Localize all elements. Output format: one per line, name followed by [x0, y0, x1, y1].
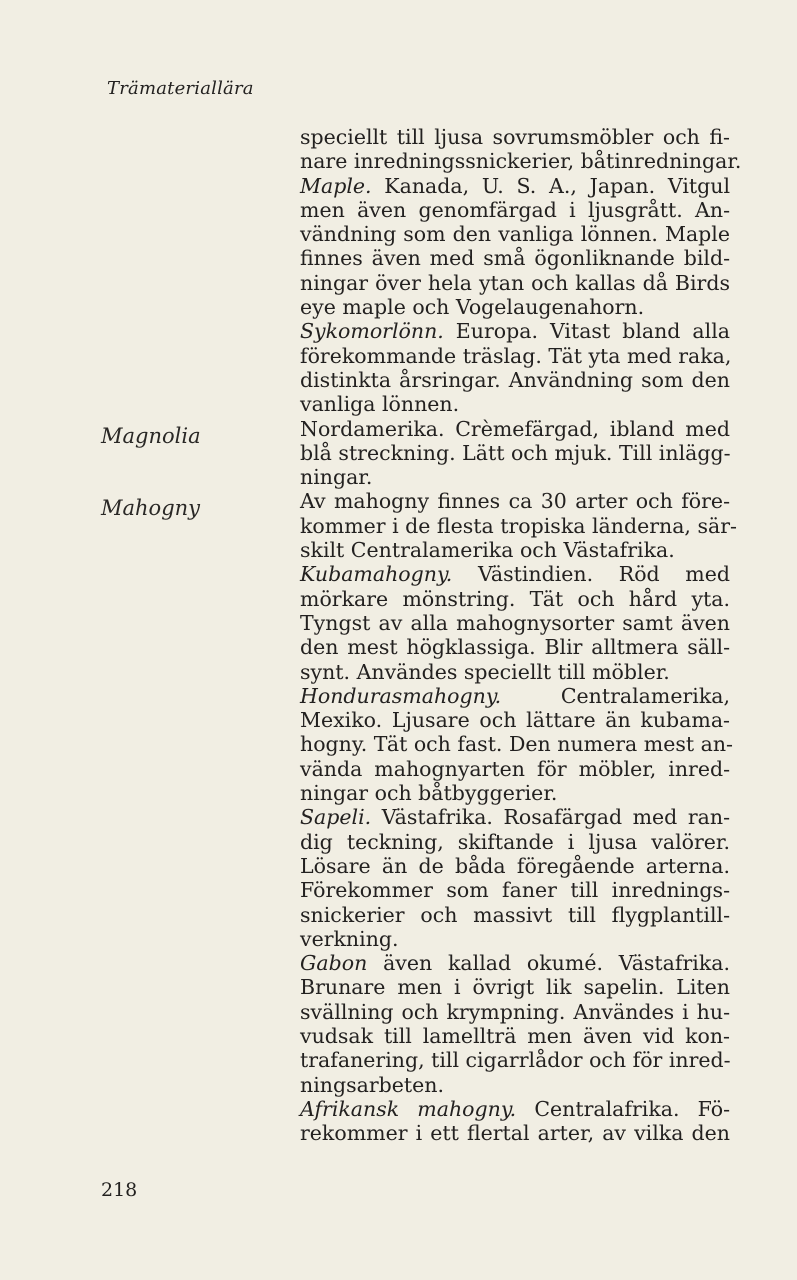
text-line: ningar över hela ytan och kallas då Birds [300, 270, 730, 295]
text-line: Tyngst av alla mahognysorter samt även [300, 610, 730, 635]
text-line: ningar. [300, 465, 373, 490]
text-line: Sapeli. Västafrika. Rosafärgad med ran- [300, 805, 730, 830]
text-line: mörkare mönstring. Tät och hård yta. [300, 586, 730, 611]
text-line: vända mahognyarten för möbler, inred- [300, 756, 730, 781]
text-line: vändning som den vanliga lönnen. Maple [300, 222, 730, 247]
text-line: distinkta årsringar. Användning som den [300, 367, 730, 392]
text-line: Sykomorlönn. Europa. Vitast bland alla [300, 319, 730, 344]
text-line: men även genomfärgad i ljusgrått. An- [300, 197, 730, 222]
text-line: Av mahogny finnes ca 30 arter och före- [300, 489, 730, 514]
text-line: Gabon även kallad okumé. Västafrika. [300, 951, 730, 976]
text-line: trafanering, till cigarrlådor och för inred- [300, 1048, 731, 1073]
text-line: kommer i de flesta tropiska länderna, sär- [300, 513, 737, 538]
text-line: vudsak till lamellträ men även vid kon- [300, 1023, 730, 1048]
text-line: speciellt till ljusa sovrumsmöbler och fi- [300, 125, 730, 149]
term-hondurasmahogny: Hondurasmahogny. [300, 683, 502, 708]
text-line: nare inredningssnickerier, båtinredningar. [300, 149, 742, 174]
page-number: 218 [101, 1179, 138, 1201]
term-gabon: Gabon [300, 951, 368, 976]
text-line: Förekommer som faner till inrednings- [300, 878, 730, 903]
running-head: Trämateriallära [107, 78, 254, 99]
text-line: Hondurasmahogny. Centralamerika, [300, 683, 730, 708]
text-line: Maple. Kanada, U. S. A., Japan. Vitgul [300, 173, 730, 198]
margin-term-magnolia: Magnolia [101, 424, 201, 448]
text-line: vanliga lönnen. [300, 392, 460, 417]
text-line: svällning och krympning. Användes i hu- [300, 999, 730, 1024]
text-line: verkning. [300, 926, 399, 951]
term-kubamahogny: Kubamahogny. [300, 562, 453, 587]
text-line: Mexiko. Ljusare och lättare än kubama- [300, 708, 730, 733]
margin-term-mahogny: Mahogny [101, 496, 201, 520]
text-line: Lösare än de båda föregående arterna. [300, 853, 730, 878]
text-line: Afrikansk mahogny. Centralafrika. Fö- [300, 1096, 730, 1121]
text-line: synt. Användes speciellt till möbler. [300, 659, 670, 684]
text-line: eye maple och Vogelaugenahorn. [300, 295, 645, 320]
text-line: Brunare men i övrigt lik sapelin. Liten [300, 975, 730, 1000]
text-line: snickerier och massivt till flygplantill- [300, 902, 730, 927]
text-line: den mest högklassiga. Blir alltmera säll- [300, 635, 730, 660]
term-sykomorlonn: Sykomorlönn. [300, 319, 444, 344]
term-sapeli: Sapeli. [300, 805, 372, 830]
text-line: förekommande träslag. Tät yta med raka, [300, 343, 732, 368]
text-line: Nordamerika. Crèmefärgad, ibland med [300, 416, 730, 441]
term-afrikansk-mahogny: Afrikansk mahogny. [300, 1096, 517, 1121]
text-line: skilt Centralamerika och Västafrika. [300, 538, 675, 563]
text-line: rekommer i ett flertal arter, av vilka den [300, 1121, 730, 1146]
text-line: dig teckning, skiftande i ljusa valörer. [300, 829, 730, 854]
text-line: ningsarbeten. [300, 1072, 444, 1097]
text-line: ningar och båtbyggerier. [300, 781, 558, 806]
text-line: hogny. Tät och fast. Den numera mest an- [300, 732, 733, 757]
text-line: finnes även med små ögonliknande bild- [300, 246, 730, 271]
text-line: blå streckning. Lätt och mjuk. Till inlägg- [300, 440, 731, 465]
body-text [300, 125, 742, 1146]
text-line: Kubamahogny. Västindien. Röd med [300, 562, 730, 587]
term-maple: Maple. [300, 173, 372, 198]
